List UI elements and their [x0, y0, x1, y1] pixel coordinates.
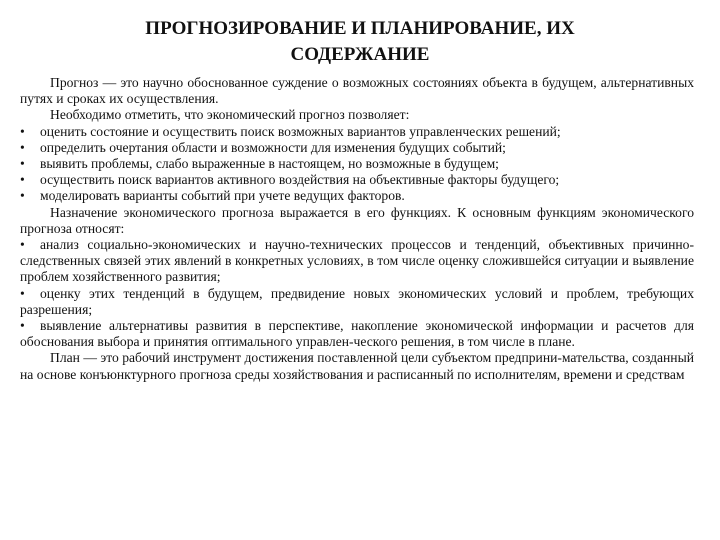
bullet-icon: • [20, 237, 25, 253]
bullet-icon: • [20, 156, 25, 172]
bullet-icon: • [20, 123, 25, 139]
plan-definition [20, 350, 694, 382]
plan-term: План [50, 350, 80, 366]
title-line-1: ПРОГНОЗИРОВАНИЕ И ПЛАНИРОВАНИЕ, ИХ [145, 18, 575, 39]
document-body [20, 75, 694, 383]
list-item: • определить очертания области и возможности для изменения будущих событий; [20, 139, 506, 155]
page-title [60, 16, 660, 68]
title-line-2: СОДЕРЖАНИЕ [290, 44, 430, 65]
list-item: • оценку этих тенденций в будущем, предвидение новых экономических условий и проблем, требующих разрешения; [20, 285, 694, 317]
forecast-functions-intro: Назначение экономического прогноза выражается в его функциях. К основным функциям экономического прогноза относят: [20, 204, 694, 236]
plan-definition-text: — это рабочий инструмент достижения поставленной цели субъектом предприни-мательства, созданный на основе конъюнктурного прогноза среды хозяйствования и расписанный по исполнителям, времени и средствам [20, 350, 694, 382]
bullet-icon: • [20, 139, 25, 155]
forecast-definition [20, 75, 694, 107]
bullet-icon: • [20, 172, 25, 188]
forecast-definition-text: — это научно обоснованное суждение о возможных состояниях объекта в будущем, альтернативных путях и сроках их осуществления. [20, 75, 694, 107]
list-item: • выявление альтернативы развития в перспективе, накопление экономической информации и расчетов для обоснования выбора и принятия оптимального управлен-ческого решения, в том числе в плане. [20, 318, 694, 350]
list-item: • выявить проблемы, слабо выраженные в настоящем, но возможные в будущем; [20, 156, 499, 172]
bullet-icon: • [20, 285, 25, 301]
list-item: • осуществить поиск вариантов активного воздействия на объективные факторы будущего; [20, 172, 560, 188]
list-item: • моделировать варианты событий при учете ведущих факторов. [20, 188, 405, 204]
list-item: • анализ социально-экономических и научно-технических процессов и тенденций, объективных причинно-следственных связей этих явлений в конкретных условиях, в том числе оценку сложившейся ситуации и выявление проблем хозяйственного развития; [20, 237, 694, 285]
forecast-term: Прогноз [50, 75, 99, 90]
bullet-icon: • [20, 318, 25, 334]
list-item: • оценить состояние и осуществить поиск возможных вариантов управленческих решений; [20, 123, 561, 139]
forecast-allows-intro: Необходимо отметить, что экономический прогноз позволяет: [50, 107, 410, 123]
bullet-icon: • [20, 188, 25, 204]
